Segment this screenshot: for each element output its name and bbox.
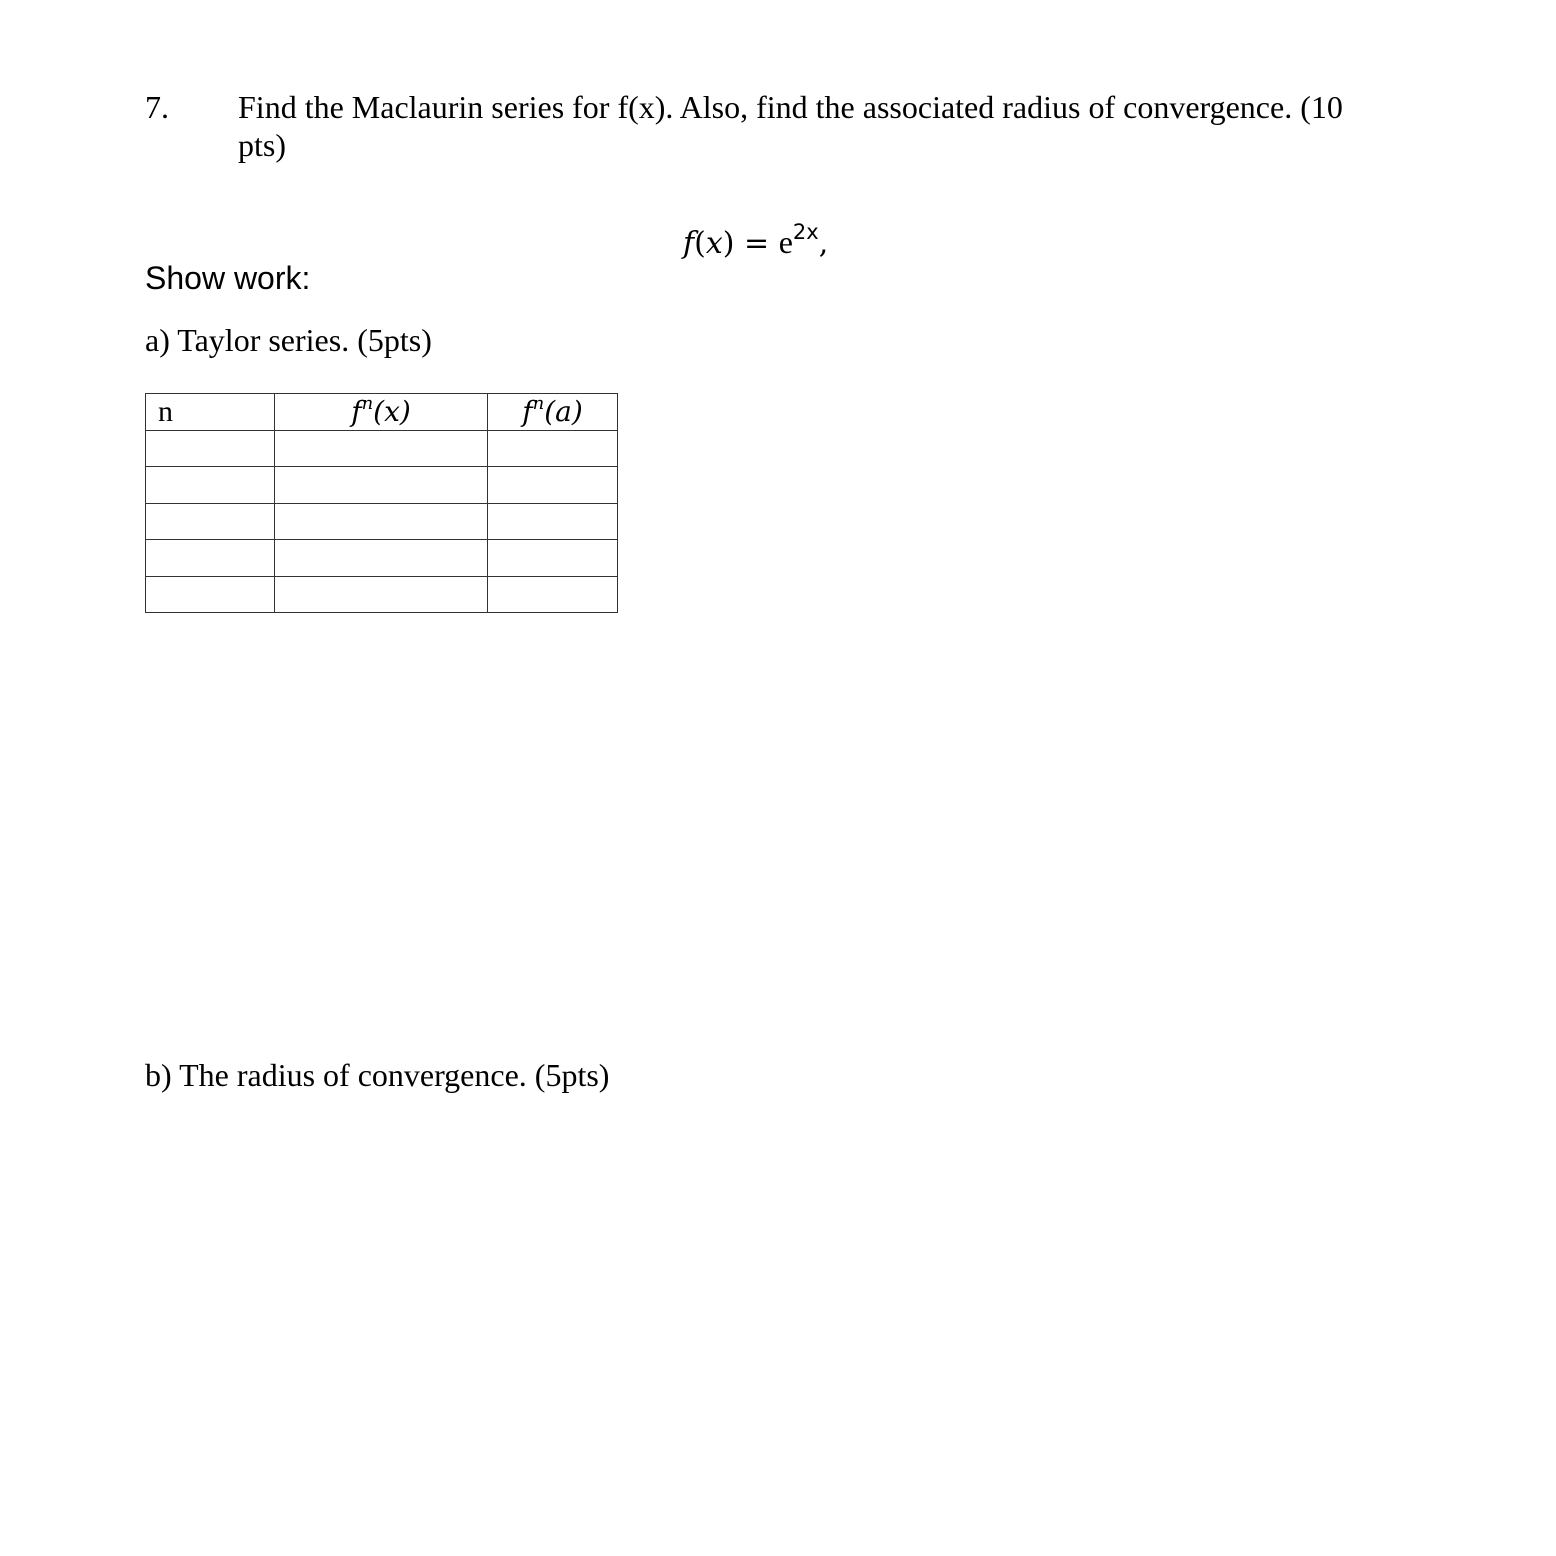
- header-n: n: [146, 394, 275, 431]
- table-row: [146, 503, 618, 540]
- formula-paren-close: ): [722, 226, 735, 261]
- header-fn-x-sup: n: [361, 393, 374, 415]
- cell-n[interactable]: [146, 503, 275, 540]
- table-row: [146, 576, 618, 613]
- cell-n[interactable]: [146, 430, 275, 467]
- formula-f: f: [683, 226, 695, 261]
- cell-fn-x[interactable]: [275, 503, 488, 540]
- table-row: [146, 540, 618, 577]
- cell-n[interactable]: [146, 576, 275, 613]
- formula-equals: =: [734, 226, 779, 261]
- question-text: Find the Maclaurin series for f(x). Also, find the associated radius of convergence. (10 pts): [238, 89, 1343, 163]
- table-row: [146, 467, 618, 504]
- cell-fn-a[interactable]: [488, 467, 618, 504]
- part-a-label: a) Taylor series. (5pts): [145, 322, 432, 358]
- formula-paren-open: (: [694, 226, 706, 261]
- formula-base: e: [778, 224, 793, 260]
- taylor-table: [145, 393, 618, 613]
- formula-var: x: [705, 226, 723, 261]
- cell-fn-a[interactable]: [488, 503, 618, 540]
- part-b-label: b) The radius of convergence. (5pts): [145, 1057, 610, 1093]
- cell-fn-a[interactable]: [488, 576, 618, 613]
- formula-exponent: 2x: [792, 220, 819, 244]
- question-number: 7.: [145, 89, 169, 125]
- header-fn-a: [488, 394, 618, 431]
- cell-fn-a[interactable]: [488, 430, 618, 467]
- header-fn-a-f: f: [522, 395, 533, 429]
- cell-fn-x[interactable]: [275, 430, 488, 467]
- show-work-label: Show work:: [145, 260, 311, 296]
- table-row: [146, 430, 618, 467]
- header-fn-x-f: f: [351, 395, 362, 429]
- cell-fn-x[interactable]: [275, 576, 488, 613]
- formula-trail: ,: [818, 226, 829, 261]
- cell-n[interactable]: [146, 540, 275, 577]
- header-fn-a-sup: n: [532, 393, 545, 415]
- header-fn-a-arg: (a): [544, 395, 583, 429]
- table-header-row: [146, 394, 618, 431]
- cell-fn-x[interactable]: [275, 540, 488, 577]
- function-formula: [683, 222, 828, 264]
- cell-fn-a[interactable]: [488, 540, 618, 577]
- header-fn-x: [275, 394, 488, 431]
- cell-n[interactable]: [146, 467, 275, 504]
- cell-fn-x[interactable]: [275, 467, 488, 504]
- header-fn-x-arg: (x): [373, 395, 411, 429]
